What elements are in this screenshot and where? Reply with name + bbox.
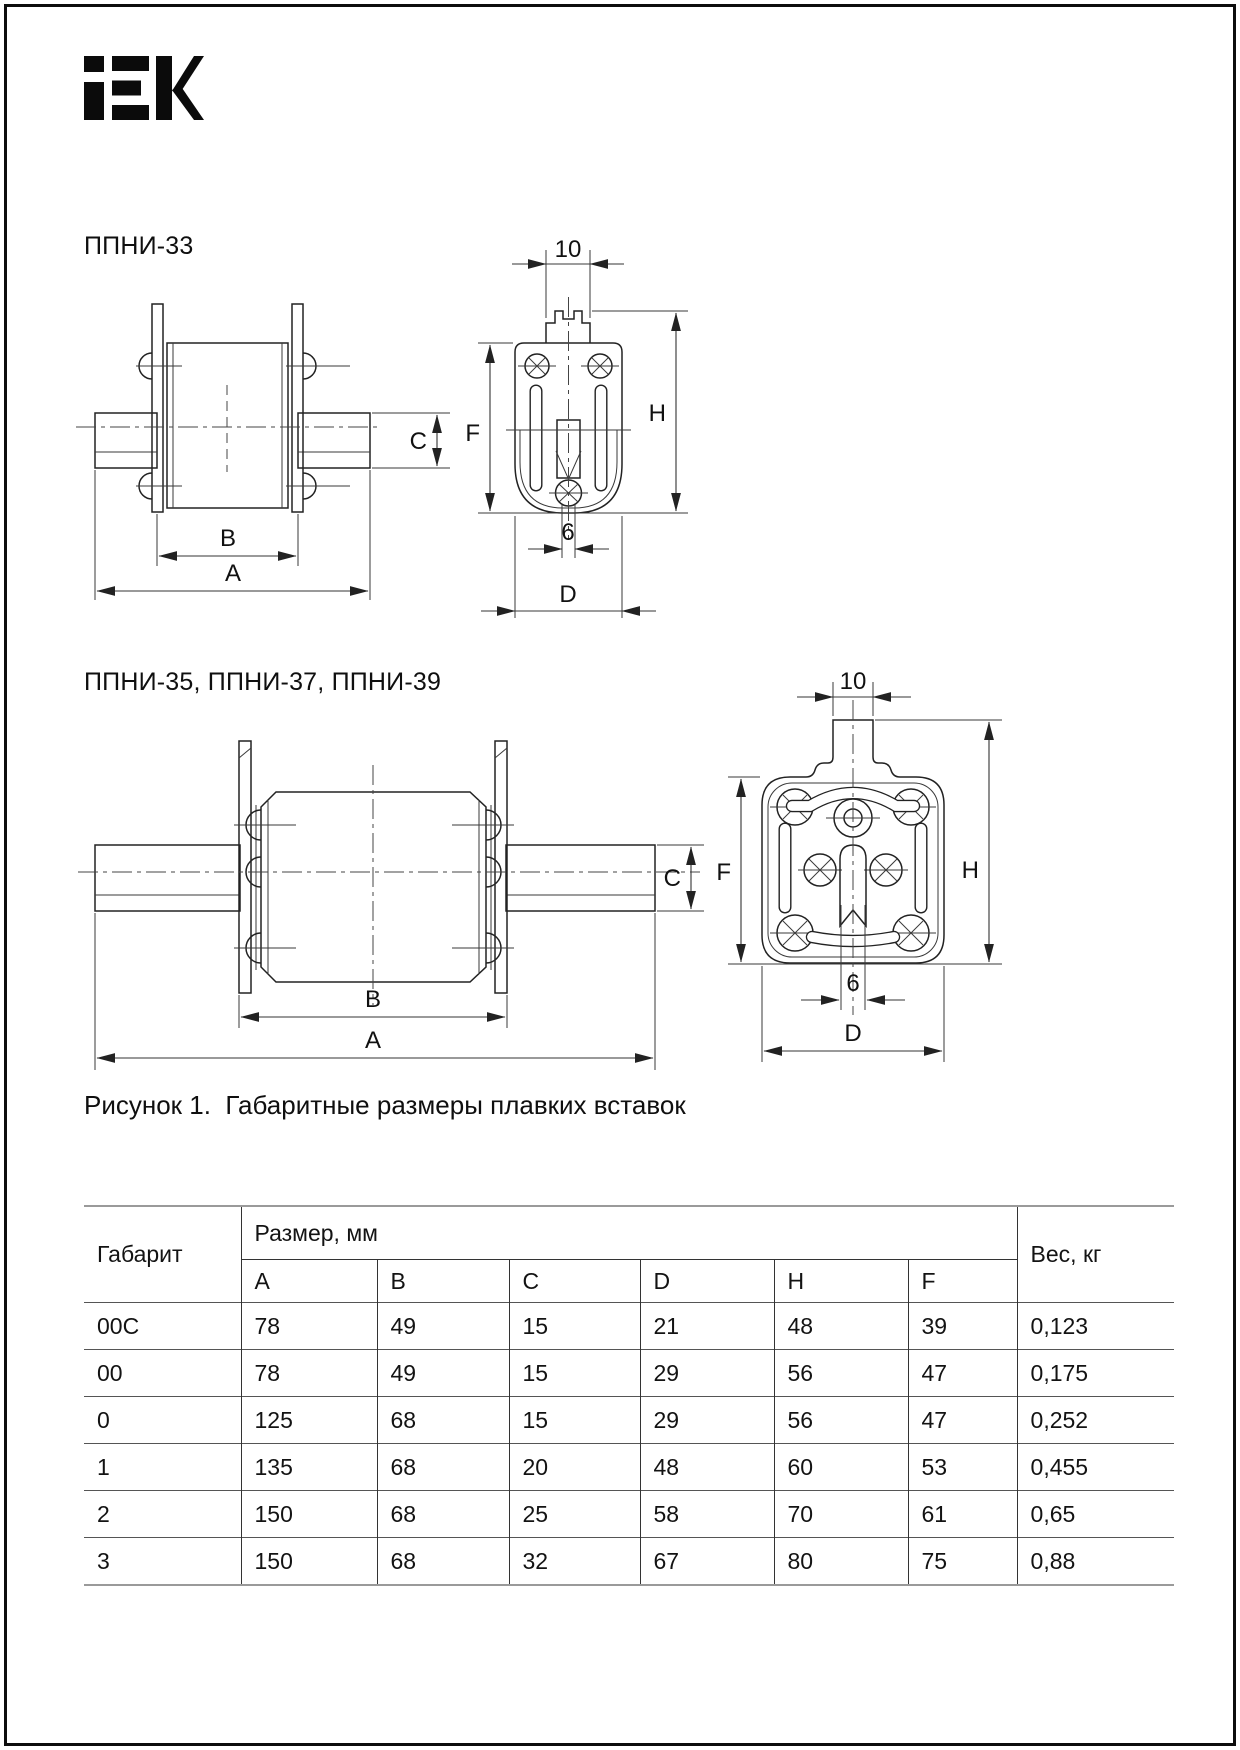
drawing2-front-view — [762, 700, 944, 1015]
table-row: 0 125 68 15 29 56 47 0,252 — [84, 1397, 1174, 1444]
subheader-f: F — [908, 1260, 1017, 1303]
drawing2-dim-10 — [797, 668, 911, 716]
d1-dim-label-f: F — [465, 420, 480, 447]
table-row: 1 135 68 20 48 60 53 0,455 — [84, 1444, 1174, 1491]
cell-gabarit: 00 — [84, 1350, 241, 1397]
subheader-c: C — [509, 1260, 640, 1303]
table-row: 2 150 68 25 58 70 61 0,65 — [84, 1491, 1174, 1538]
drawing2-dim-c — [657, 845, 704, 911]
d1-dim-label-h: H — [648, 400, 666, 427]
table-row: 00C 78 49 15 21 48 39 0,123 — [84, 1303, 1174, 1350]
d1-dim-label-a: A — [224, 560, 242, 587]
cell-gabarit: 0 — [84, 1397, 241, 1444]
d2-dim-label-6: 6 — [846, 970, 860, 997]
cell-gabarit: 00C — [84, 1303, 241, 1350]
drawing1-label: ППНИ-33 — [84, 232, 194, 260]
d2-dim-label-h: H — [961, 857, 979, 884]
cell-gabarit: 2 — [84, 1491, 241, 1538]
drawing2-side-view — [78, 741, 700, 1005]
d1-dim-label-b: B — [219, 525, 237, 552]
d2-dim-label-d: D — [844, 1020, 862, 1047]
figure-caption: Рисунок 1. Габаритные размеры плавких вставок — [84, 1090, 686, 1120]
drawing1-side-view — [76, 304, 382, 512]
drawing2-dim-b — [239, 986, 507, 1028]
drawing2-label: ППНИ-35, ППНИ-37, ППНИ-39 — [84, 668, 442, 696]
table-row: 3 150 68 32 67 80 75 0,88 — [84, 1538, 1174, 1586]
dimensions-table — [84, 1205, 1174, 1586]
drawing1-dim-c — [372, 413, 450, 468]
d1-dim-label-6: 6 — [561, 519, 575, 546]
d2-dim-label-b: B — [364, 986, 382, 1013]
d1-dim-label-c: C — [409, 428, 427, 455]
table-row: 00 78 49 15 29 56 47 0,175 — [84, 1350, 1174, 1397]
header-weight-kg: Вес, кг — [1017, 1206, 1174, 1303]
drawing1-dim-b — [157, 514, 298, 566]
header-gabarit: Габарит — [84, 1206, 241, 1303]
d2-dim-label-10: 10 — [839, 668, 867, 695]
d2-dim-label-a: A — [364, 1027, 382, 1054]
subheader-b: B — [377, 1260, 509, 1303]
header-size-mm: Размер, мм — [241, 1206, 1017, 1260]
d1-dim-label-10: 10 — [554, 236, 582, 263]
subheader-d: D — [640, 1260, 774, 1303]
cell-gabarit: 3 — [84, 1538, 241, 1586]
subheader-h: H — [774, 1260, 908, 1303]
d1-dim-label-d: D — [559, 581, 577, 608]
cell-gabarit: 1 — [84, 1444, 241, 1491]
subheader-a: A — [241, 1260, 377, 1303]
d2-dim-label-f: F — [716, 859, 731, 886]
drawing2-dim-6 — [801, 970, 905, 1000]
drawing1-dim-f — [465, 343, 688, 513]
d2-dim-label-c: C — [663, 865, 681, 892]
drawing1-front-view — [506, 297, 631, 540]
